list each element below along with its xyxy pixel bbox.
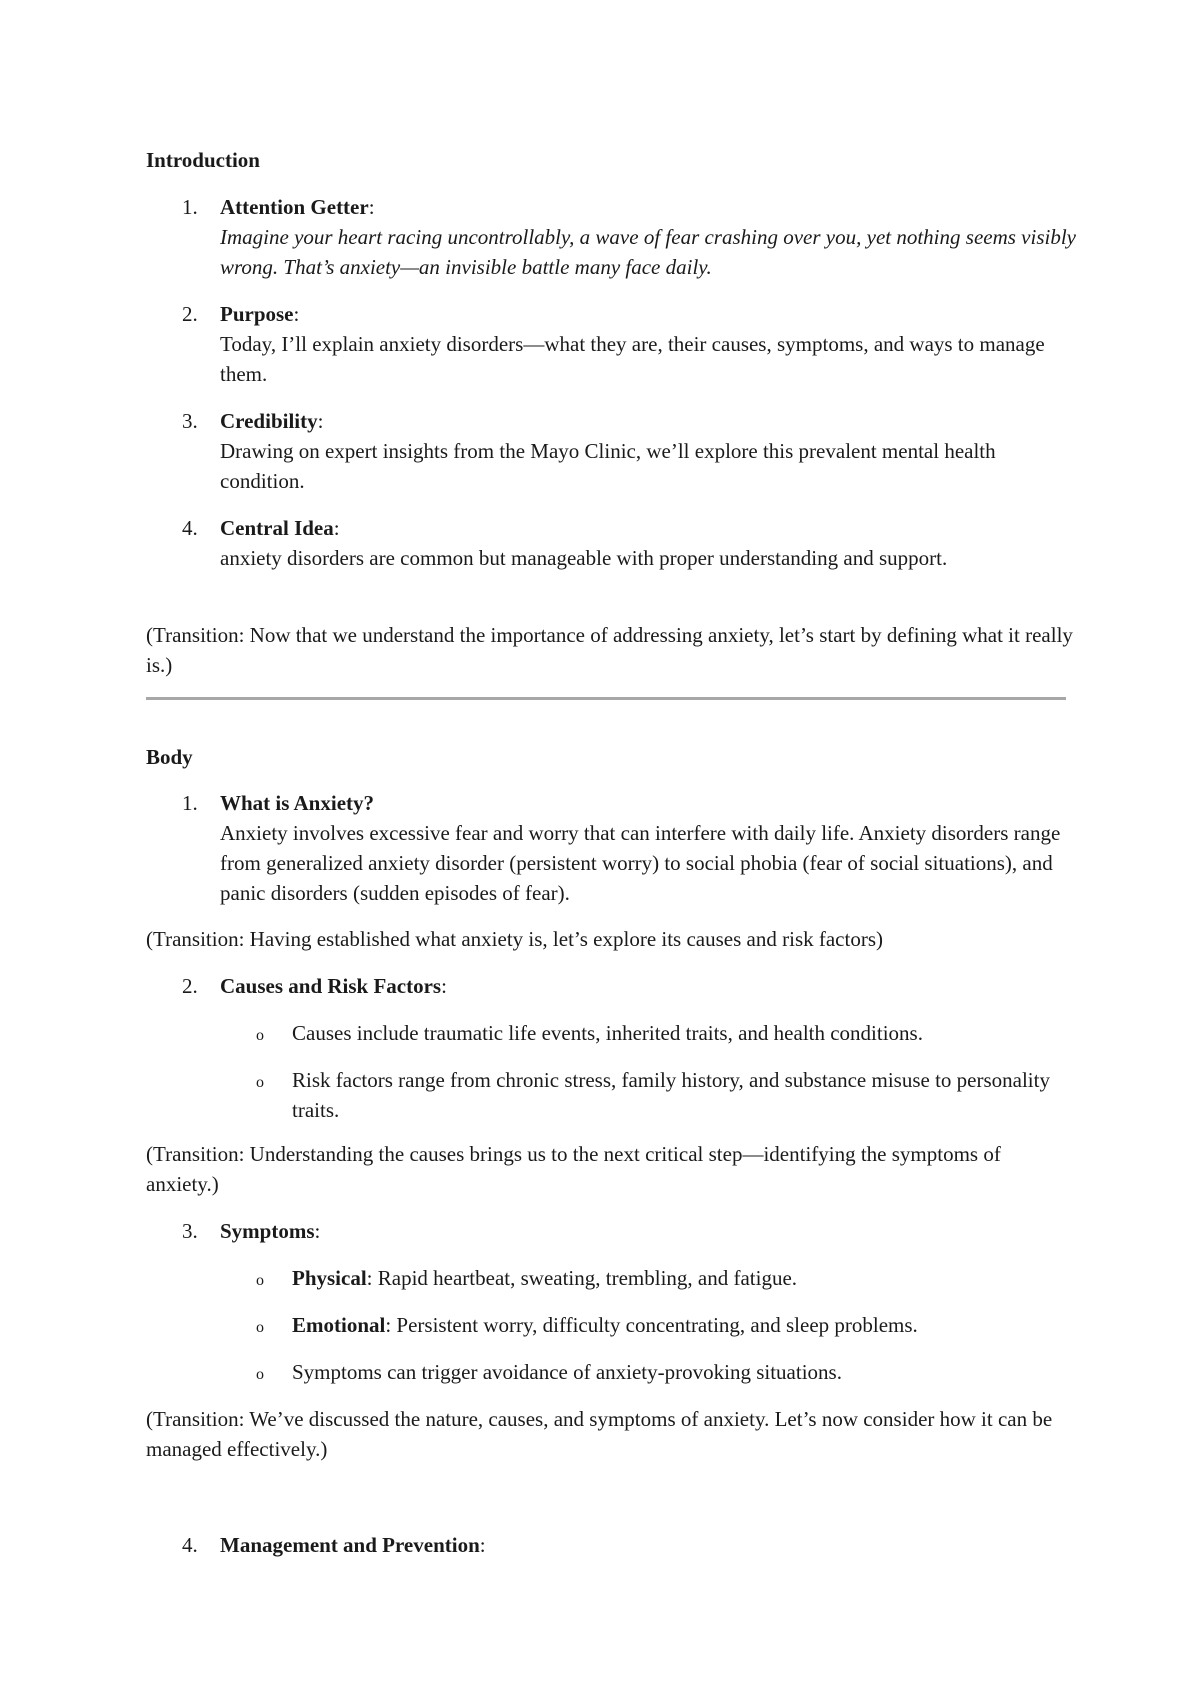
list-number: 4. [182,516,198,540]
section-heading-body: Body [146,745,193,769]
item-label: Central Idea [220,516,334,540]
transition-text: (Transition: Understanding the causes brings us to the next critical step—identifying the symptoms of anxiety.) [146,1142,1001,1196]
item-text: Drawing on expert insights from the Mayo Clinic, we’ll explore this prevalent mental health condition. [220,439,996,493]
document-page: Introduction 1. Attention Getter: Imagine your heart racing uncontrollably, a wave of fear crashing over you, yet nothing seems visibly wrong. That’s anxiety—an invisible battle many face daily. 2. Purpose: Today, I’ll explain anxiety disorders—what they are, their causes, symptoms, and ways to manage them. 3. Credibility: Drawing on expert insights from the Mayo Clinic, we’ll explore this prevalent mental health condition. 4. Central Idea: anxiety disorders are common but manageable with proper understanding and support. (Transition: Now that we understand the importance of addressing anxiety, let’s start by defining what it really is.) Body 1. What is Anxiety? Anxiety involves excessive fear and worry that can interfere with daily life. Anxiety disorders range from generalized anxiety disorder (persistent worry) to social phobia (fear of social situations), and panic disorders (sudden episodes of fear). (Transition: Having established what anxiety is, let’s explore its causes and risk factors) 2. Causes and Risk Factors: o Causes include traumatic life events, inherited traits, and health conditions. o Risk factors range from chronic stress, family history, and substance misuse to personality traits. (Transition: Understanding the causes brings us to the next critical step—identifying the symptoms of anxiety.) 3. Symptoms: o Physical: Rapid heartbeat, sweating, trembling, and fatigue. o Emotional: Persistent worry, difficulty concentrating, and sleep problems. o Symptoms can trigger avoidance of anxiety-provoking situations. (Transition: We’ve discussed the nature, causes, and symptoms of anxiety. Let’s now consider how it can be managed effectively.) 4. Management and Prevention: [0,0,1200,1696]
list-number: 2. [182,974,198,998]
item-label: Purpose [220,302,294,326]
list-number: 2. [182,302,198,326]
bullet-marker: o [256,1319,264,1336]
item-label: What is Anxiety? [220,791,375,815]
list-number: 3. [182,1219,198,1243]
transition-text: (Transition: Now that we understand the importance of addressing anxiety, let’s start by defining what it really is.) [146,623,1073,677]
section-heading-introduction: Introduction [146,148,260,172]
list-number: 3. [182,409,198,433]
item-label: Management and Prevention [220,1533,480,1557]
item-text: Imagine your heart racing uncontrollably, a wave of fear crashing over you, yet nothing seems visibly wrong. That’s anxiety—an invisible battle many face daily. [220,225,1076,279]
list-number: 4. [182,1533,198,1557]
item-label: Credibility [220,409,318,433]
bullet-marker: o [256,1027,264,1044]
bullet-marker: o [256,1074,264,1091]
item-label: Symptoms [220,1219,315,1243]
item-text: Anxiety involves excessive fear and worry that can interfere with daily life. Anxiety disorders range from generalized anxiety disorder (persistent worry) to social phobia (fear of social situations), and panic disorders (sudden episodes of fear). [220,821,1061,905]
list-number: 1. [182,791,198,815]
transition-text: (Transition: Having established what anxiety is, let’s explore its causes and risk factors) [146,927,883,951]
item-text: Today, I’ll explain anxiety disorders—what they are, their causes, symptoms, and ways to manage them. [220,332,1045,386]
bullet-marker: o [256,1272,264,1289]
item-text: anxiety disorders are common but manageable with proper understanding and support. [220,546,948,570]
item-label: Causes and Risk Factors [220,974,442,998]
item-label: Attention Getter [220,195,369,219]
list-number: 1. [182,195,198,219]
transition-text: (Transition: We’ve discussed the nature, causes, and symptoms of anxiety. Let’s now consider how it can be managed effectively.) [146,1407,1053,1461]
bullet-marker: o [256,1366,264,1383]
horizontal-divider [146,697,1066,700]
